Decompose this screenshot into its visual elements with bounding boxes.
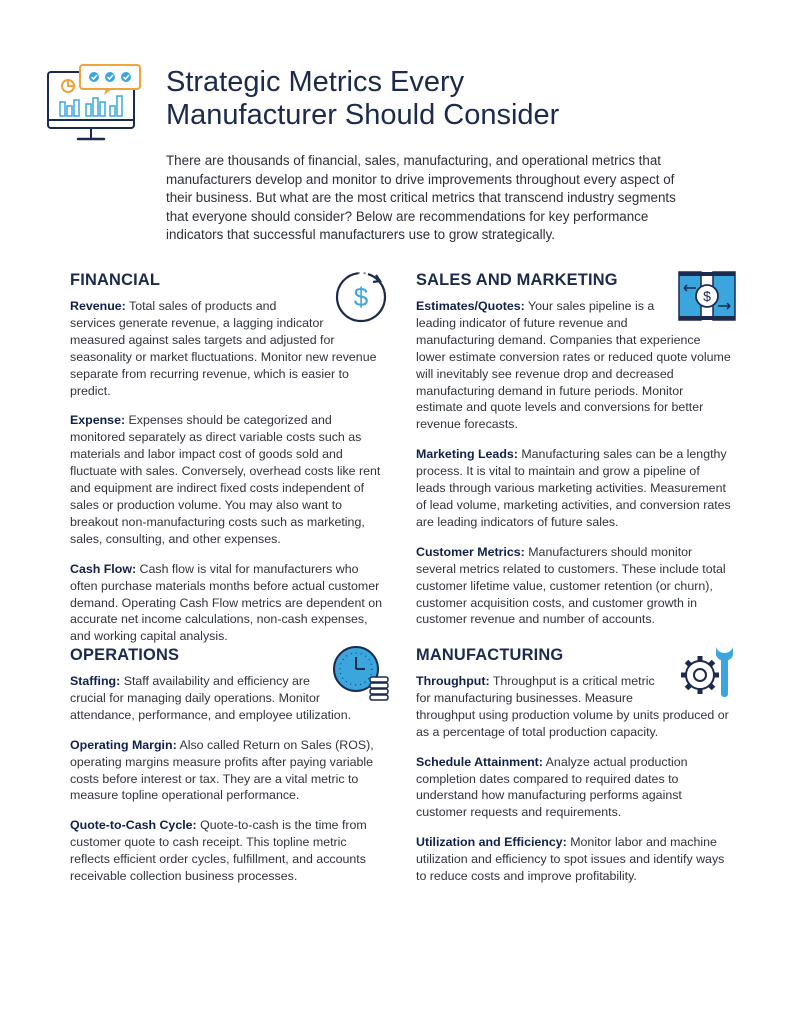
desc: Expenses should be categorized and monitored separately as direct variable costs such as materials and labor impact cost of goods sold and fluctuate with sales. Conversely, overhead costs like rent and equipment are indirect fixed costs independent of sales or production volume. You may also want to breakout non-manufacturing costs such as marketing, sales, consulting, and other expenses. bbox=[70, 413, 381, 546]
operations-operating-margin bbox=[70, 737, 386, 805]
desc: Throughput is a critical metric for manufacturing businesses. Measure throughput using production volume by units produced or as a percentage of total production capacity. bbox=[416, 674, 729, 739]
financial-cash-flow bbox=[70, 561, 386, 646]
section-financial bbox=[70, 270, 386, 658]
operations-quote-to-cash bbox=[70, 817, 386, 885]
section-sales-marketing bbox=[416, 270, 732, 641]
desc: Your sales pipeline is a leading indicator of future revenue and manufacturing demand. Companies that experience lower estimate conversion rates or reduced quote volume will inevitably see revenue drop and decreased manufacturing demand in future periods. Monitor estimate and quote levels and conversions for better revenue forecasts. bbox=[416, 299, 731, 432]
desc: Manufacturing sales can be a lengthy process. It is vital to maintain and grow a pipeline of leads through various marketing activities. Measurement of lead volume, marketing activities, and conversion rates are leading indicators of future sales. bbox=[416, 447, 731, 529]
title-line-2: Manufacturer Should Consider bbox=[166, 99, 560, 131]
term: Throughput: bbox=[416, 674, 490, 688]
sales-marketing-leads bbox=[416, 446, 732, 531]
financial-expense bbox=[70, 412, 386, 547]
svg-text:$: $ bbox=[353, 282, 369, 312]
section-heading-manufacturing: MANUFACTURING bbox=[416, 646, 564, 664]
desc: Also called Return on Sales (ROS), operating margins measure profits after paying variable costs before interest or tax. They are a vital metric to measure topline operational performance. bbox=[70, 737, 374, 803]
term: Customer Metrics: bbox=[416, 544, 525, 559]
clock-coins-icon bbox=[332, 643, 390, 701]
gear-wrench-icon bbox=[678, 643, 736, 701]
section-heading-operations: OPERATIONS bbox=[70, 646, 180, 664]
desc: Manufacturers should monitor several metrics related to customers. These include total customer lifetime value, customer retention (or churn), customer acquisition costs, and customer growth in customer revenue and number of accounts. bbox=[416, 544, 726, 627]
term: Operating Margin: bbox=[70, 737, 177, 752]
term: Quote-to-Cash Cycle: bbox=[70, 818, 197, 833]
term: Revenue: bbox=[70, 299, 126, 313]
term: Expense: bbox=[70, 413, 126, 428]
desc: Quote-to-cash is the time from customer quote to cash receipt. This topline metric reflects efficient order cycles, fulfillment, and accounts receivable collection business processes. bbox=[70, 818, 367, 884]
monitor-chart-icon bbox=[46, 62, 142, 146]
section-heading-sales: SALES AND MARKETING bbox=[416, 271, 618, 289]
svg-text:$: $ bbox=[703, 288, 711, 304]
intro-paragraph: There are thousands of financial, sales, manufacturing, and operational metrics that manufacturers develop and monitor to drive improvements throughout every aspect of their business. But what are the most critical metrics that transcend industry segments that everyone should consider? Below are recommendations for key performance indicators that successful manufacturers use to grow strategically. bbox=[166, 153, 676, 243]
desc: Cash flow is vital for manufacturers who often purchase materials months before actual customer demand. Operating Cash Flow metrics are dependent on accurate net income calculations, non-cash expenses, and working capital analysis. bbox=[70, 561, 383, 644]
manufacturing-schedule-attainment bbox=[416, 754, 732, 822]
term: Utilization and Efficiency: bbox=[416, 835, 567, 850]
term: Estimates/Quotes: bbox=[416, 299, 525, 313]
section-heading-financial: FINANCIAL bbox=[70, 271, 161, 289]
desc: Analyze actual production completion dates compared to required dates to understand how manufacturing performs against customer requests and requirements. bbox=[416, 754, 688, 820]
term: Marketing Leads: bbox=[416, 447, 518, 462]
title-line-1: Strategic Metrics Every bbox=[166, 66, 465, 98]
term: Staffing: bbox=[70, 674, 121, 688]
sales-customer-metrics bbox=[416, 544, 732, 629]
dollar-cycle-icon bbox=[332, 268, 390, 326]
section-operations bbox=[70, 645, 386, 898]
page-title bbox=[166, 66, 726, 132]
money-transfer-icon bbox=[678, 268, 736, 326]
desc: Monitor labor and machine utilization and efficiency to spot issues and identify ways to reduce costs and improve profitability. bbox=[416, 835, 725, 884]
desc: Staff availability and efficiency are crucial for managing daily operations. Monitor attendance, performance, and employee utilization. bbox=[70, 674, 352, 722]
term: Schedule Attainment: bbox=[416, 754, 543, 769]
section-manufacturing bbox=[416, 645, 732, 898]
desc: Total sales of products and services generate revenue, a lagging indicator measured against sales targets and adjusted for seasonality or market fluctuations. Monitor new revenue separate from recurring revenue, which is easier to predict. bbox=[70, 299, 377, 398]
manufacturing-utilization-efficiency bbox=[416, 834, 732, 885]
term: Cash Flow: bbox=[70, 561, 137, 576]
